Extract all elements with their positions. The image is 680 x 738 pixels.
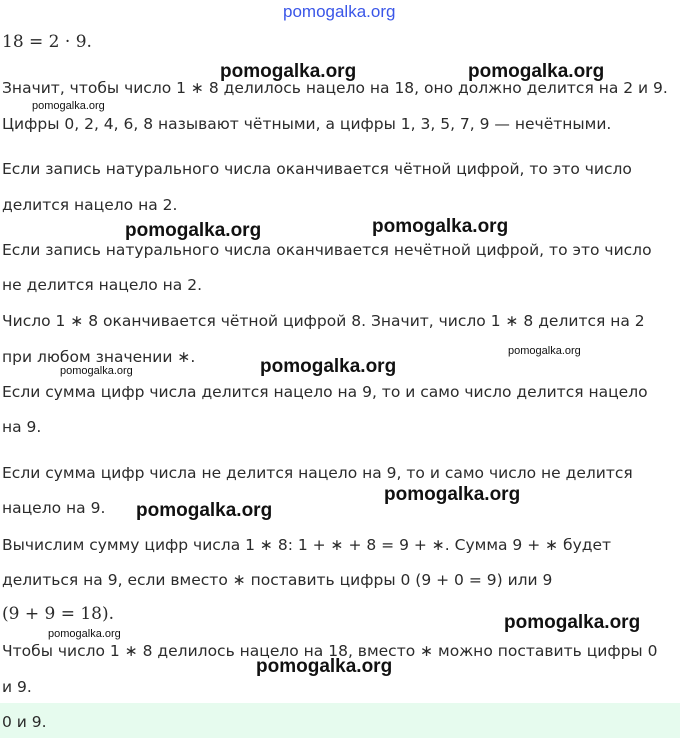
solution-line: Значит, чтобы число 1 ∗ 8 делилось нацело на 18, оно должно делится на 2 и 9. (2, 79, 668, 97)
solution-line: и 9. (2, 678, 32, 696)
solution-line: не делится нацело на 2. (2, 276, 203, 294)
watermark-small: pomogalka.org (32, 100, 105, 112)
solution-line: Если запись натурального числа оканчивается чётной цифрой, то это число (2, 160, 632, 178)
watermark: pomogalka.org (468, 61, 605, 82)
solution-line: Если сумма цифр числа делится нацело на 9, то и само число делится нацело (2, 383, 648, 401)
watermark-small: pomogalka.org (508, 345, 581, 357)
solution-line: нацело на 9. (2, 499, 106, 517)
solution-line: Если запись натурального числа оканчивается нечётной цифрой, то это число (2, 241, 652, 259)
solution-line: Число 1 ∗ 8 оканчивается чётной цифрой 8. Значит, число 1 ∗ 8 делится на 2 (2, 312, 645, 330)
solution-line: делиться на 9, если вместо ∗ поставить цифры 0 (9 + 0 = 9) или 9 (2, 571, 553, 589)
answer-highlight (0, 703, 680, 738)
watermark-small: pomogalka.org (48, 628, 121, 640)
solution-line: (9 + 9 = 18). (2, 604, 115, 624)
solution-line: Чтобы число 1 ∗ 8 делилось нацело на 18, вместо ∗ можно поставить цифры 0 (2, 642, 658, 660)
watermark-small: pomogalka.org (60, 365, 133, 377)
watermark: pomogalka.org (372, 216, 509, 237)
solution-line: 18 = 2 · 9. (2, 32, 92, 52)
solution-line: при любом значении ∗. (2, 348, 196, 366)
solution-line: делится нацело на 2. (2, 196, 178, 214)
watermark: pomogalka.org (504, 612, 641, 633)
watermark: pomogalka.org (136, 500, 273, 521)
watermark-top: pomogalka.org (283, 2, 396, 21)
solution-line: Если сумма цифр числа не делится нацело на 9, то и само число не делится (2, 464, 633, 482)
answer-text: 0 и 9. (2, 713, 47, 731)
watermark: pomogalka.org (220, 61, 357, 82)
solution-line: на 9. (2, 418, 42, 436)
watermark: pomogalka.org (384, 484, 521, 505)
solution-line: Вычислим сумму цифр числа 1 ∗ 8: 1 + ∗ + 8 = 9 + ∗. Сумма 9 + ∗ будет (2, 536, 612, 554)
watermark: pomogalka.org (125, 220, 262, 241)
watermark: pomogalka.org (260, 356, 397, 377)
watermark: pomogalka.org (256, 656, 393, 677)
solution-line: Цифры 0, 2, 4, 6, 8 называют чётными, а цифры 1, 3, 5, 7, 9 — нечётными. (2, 115, 612, 133)
